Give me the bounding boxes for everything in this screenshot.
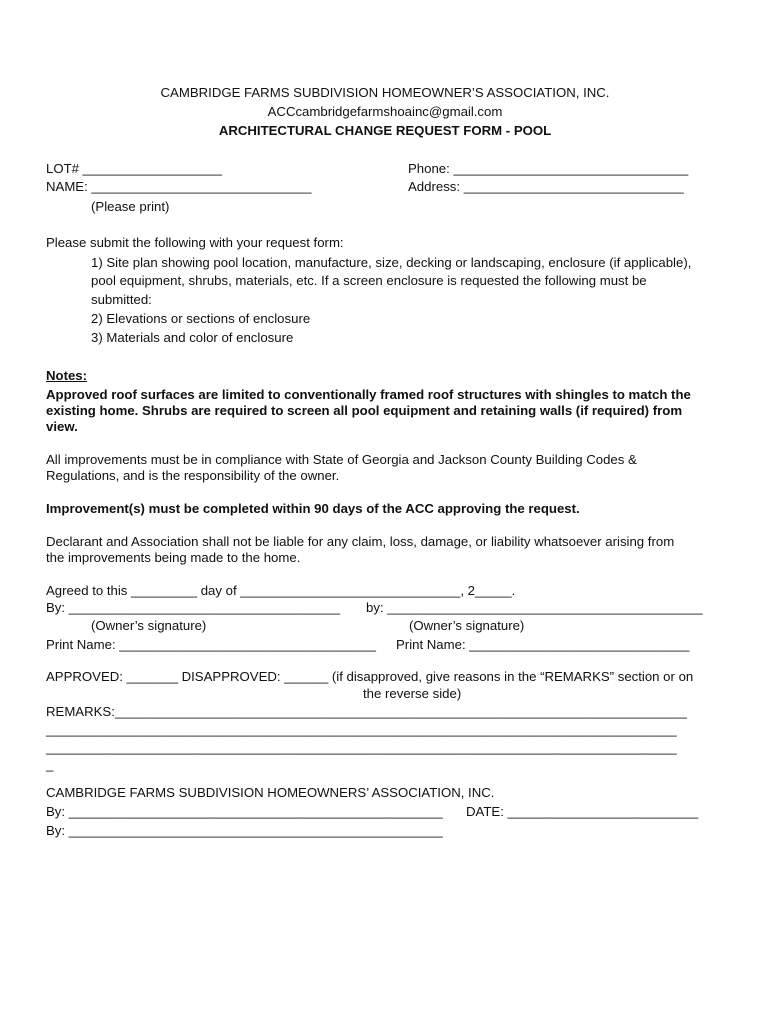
requirement-item-2: 2) Elevations or sections of enclosure [91, 311, 311, 326]
association-date-field[interactable]: DATE: __________________________ [466, 804, 699, 819]
print-name-right[interactable]: Print Name: ______________________________ [396, 637, 690, 652]
owner-signature-left[interactable]: By: _____________________________________ [46, 600, 341, 615]
please-print-note: (Please print) [91, 199, 170, 214]
form-title: ARCHITECTURAL CHANGE REQUEST FORM - POOL [218, 123, 552, 138]
notes-roof-2: existing home. Shrubs are required to screen all pool equipment and retaining walls (if required) from [46, 403, 683, 418]
remarks-blank-line-2[interactable]: ______________________________________________________________________________________ [46, 740, 677, 755]
compliance-text-2: Regulations, and is the responsibility of the owner. [46, 468, 340, 483]
approval-line-cont: the reverse side) [363, 686, 462, 701]
org-heading: CAMBRIDGE FARMS SUBDIVISION HOMEOWNER’S ASSOCIATION, INC. [160, 85, 610, 100]
requirement-item-1-end: submitted: [91, 292, 152, 307]
association-signature-2[interactable]: By: ___________________________________________________ [46, 823, 443, 838]
owner-signature-label-left: (Owner’s signature) [91, 618, 207, 633]
liability-text-2: the improvements being made to the home. [46, 550, 301, 565]
notes-heading: Notes: [46, 368, 88, 383]
submit-intro: Please submit the following with your request form: [46, 235, 344, 250]
requirement-item-1: 1) Site plan showing pool location, manufacture, size, decking or landscaping, enclosure (if applicable), [91, 255, 692, 270]
print-name-left[interactable]: Print Name: ___________________________________ [46, 637, 376, 652]
association-name: CAMBRIDGE FARMS SUBDIVISION HOMEOWNERS’ ASSOCIATION, INC. [46, 785, 495, 800]
owner-signature-right[interactable]: by: ___________________________________________ [366, 600, 703, 615]
approval-line[interactable]: APPROVED: _______ DISAPPROVED: ______ (if disapproved, give reasons in the “REMARKS” section or on [46, 669, 694, 684]
remarks-blank-line-3[interactable]: _ [46, 757, 54, 772]
notes-roof-3: view. [46, 419, 78, 434]
lot-field[interactable]: LOT# ___________________ [46, 161, 222, 176]
name-field[interactable]: NAME: ______________________________ [46, 179, 312, 194]
notes-roof-1: Approved roof surfaces are limited to conventionally framed roof structures with shingles to match the [46, 387, 691, 402]
requirement-item-3: 3) Materials and color of enclosure [91, 330, 294, 345]
completion-deadline: Improvement(s) must be completed within 90 days of the ACC approving the request. [46, 501, 580, 516]
agreement-date-line[interactable]: Agreed to this _________ day of ______________________________, 2_____. [46, 583, 516, 598]
phone-field[interactable]: Phone: ________________________________ [408, 161, 689, 176]
address-field[interactable]: Address: ______________________________ [408, 179, 684, 194]
liability-text-1: Declarant and Association shall not be liable for any claim, loss, damage, or liability whatsoever arising from [46, 534, 675, 549]
remarks-blank-line-1[interactable]: ______________________________________________________________________________________ [46, 722, 677, 737]
requirement-item-1-cont: pool equipment, shrubs, materials, etc. If a screen enclosure is requested the following must be [91, 273, 647, 288]
owner-signature-label-right: (Owner’s signature) [409, 618, 525, 633]
contact-email: ACCcambridgefarmshoainc@gmail.com [267, 104, 503, 119]
remarks-field[interactable]: REMARKS:______________________________________________________________________________ [46, 704, 687, 719]
association-signature-1[interactable]: By: ___________________________________________________ [46, 804, 443, 819]
compliance-text-1: All improvements must be in compliance with State of Georgia and Jackson County Building Codes & [46, 452, 637, 467]
